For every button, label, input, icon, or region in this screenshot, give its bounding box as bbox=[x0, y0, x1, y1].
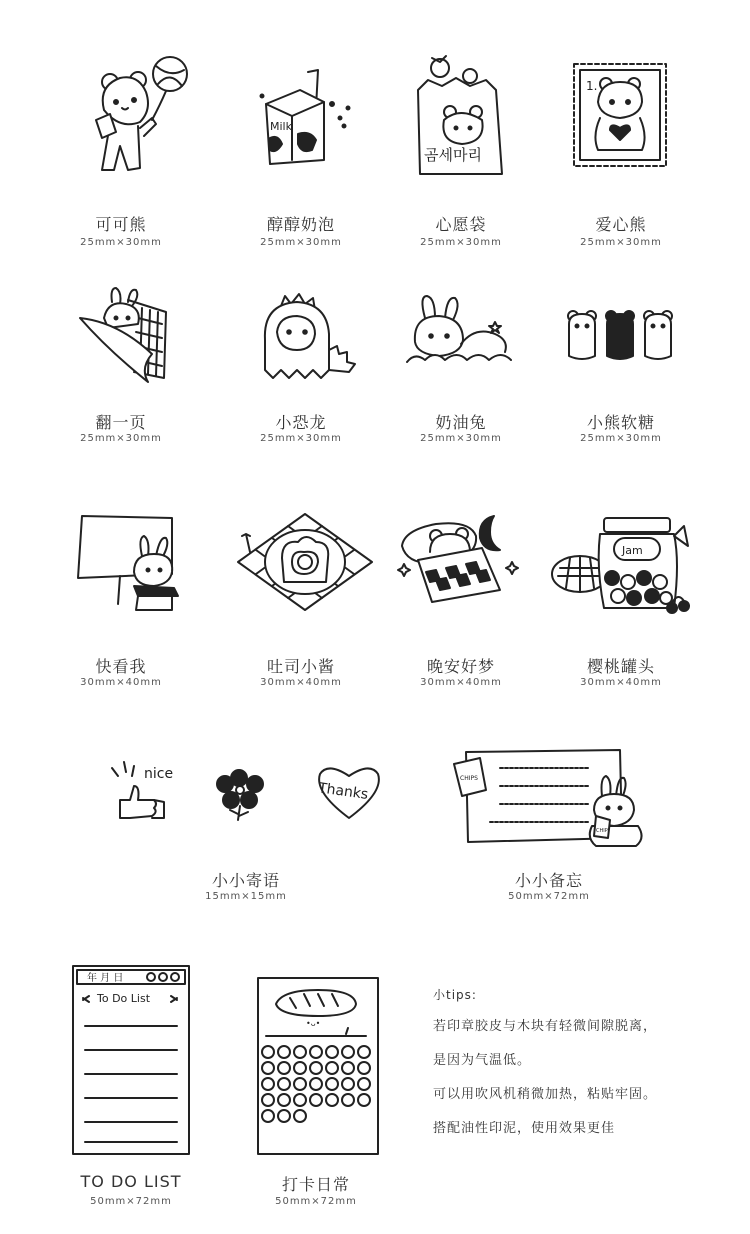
milk-carton-illustration bbox=[252, 68, 362, 168]
item-size: 30mm×40mm bbox=[80, 677, 162, 688]
toast-plate-illustration bbox=[236, 512, 374, 612]
item-name: 打卡日常 bbox=[281, 1175, 350, 1194]
item-size: 15mm×15mm bbox=[205, 891, 287, 902]
tips-title: 小tips: bbox=[433, 988, 477, 1002]
memo-board-illustration bbox=[450, 746, 646, 850]
item-size: 25mm×30mm bbox=[420, 433, 502, 444]
tips-line: 可以用吹风机稍微加热，粘贴牢固。 bbox=[433, 1087, 658, 1102]
svg-text:Thanks: Thanks bbox=[317, 780, 370, 804]
tips-line: 搭配油性印泥，使用效果更佳 bbox=[433, 1121, 616, 1136]
svg-text:Milk: Milk bbox=[270, 120, 292, 133]
item-size: 25mm×30mm bbox=[580, 237, 662, 248]
item-size: 25mm×30mm bbox=[80, 237, 162, 248]
item-size: 25mm×30mm bbox=[580, 433, 662, 444]
calendar-stamp-illustration bbox=[256, 976, 380, 1156]
gummy-bears-illustration bbox=[565, 310, 675, 362]
item-name: 小熊软糖 bbox=[586, 413, 655, 432]
item-size: 50mm×72mm bbox=[508, 891, 590, 902]
item-size: 25mm×30mm bbox=[260, 433, 342, 444]
svg-text:Jam: Jam bbox=[622, 544, 643, 557]
item-name: 小小寄语 bbox=[211, 871, 280, 890]
svg-text:CHIPS: CHIPS bbox=[460, 775, 478, 782]
bear-balloon-illustration bbox=[90, 50, 190, 180]
svg-text:곰세마리: 곰세마리 bbox=[424, 146, 482, 164]
svg-text:年 月 日: 年 月 日 bbox=[87, 973, 124, 984]
item-name: 快看我 bbox=[95, 657, 147, 676]
item-size: 30mm×40mm bbox=[420, 677, 502, 688]
item-size: 25mm×30mm bbox=[420, 237, 502, 248]
item-name: 小小备忘 bbox=[514, 871, 583, 890]
wish-bag-illustration bbox=[410, 50, 510, 178]
item-name: TO DO LIST bbox=[80, 1172, 182, 1191]
goodnight-bear-illustration bbox=[396, 512, 524, 608]
item-name: 醇醇奶泡 bbox=[266, 215, 335, 234]
item-name: 可可熊 bbox=[95, 215, 147, 234]
item-size: 30mm×40mm bbox=[580, 677, 662, 688]
item-size: 25mm×30mm bbox=[260, 237, 342, 248]
item-name: 小恐龙 bbox=[275, 413, 327, 432]
heart-bear-stamp-illustration bbox=[570, 60, 670, 170]
item-size: 50mm×72mm bbox=[275, 1196, 357, 1207]
svg-text:CHIP: CHIP bbox=[596, 828, 608, 834]
little-messages-illustration bbox=[106, 756, 386, 826]
cream-bunny-illustration bbox=[405, 292, 517, 372]
item-name: 翻一页 bbox=[95, 413, 147, 432]
svg-text:nice: nice bbox=[144, 766, 174, 782]
item-name: 吐司小酱 bbox=[266, 657, 335, 676]
tips-line: 是因为气温低。 bbox=[433, 1053, 532, 1068]
dino-costume-illustration bbox=[255, 290, 360, 385]
svg-text:1.: 1. bbox=[586, 79, 598, 93]
cherry-jar-illustration bbox=[552, 512, 694, 618]
todo-list-stamp-illustration bbox=[71, 964, 191, 1156]
item-name: 爱心熊 bbox=[595, 215, 647, 234]
svg-text:•ᴗ•: •ᴗ• bbox=[306, 1019, 321, 1028]
item-name: 奶油兔 bbox=[435, 413, 487, 432]
tips-block bbox=[433, 986, 733, 1151]
tips-line: 若印章胶皮与木块有轻微间隙脱离， bbox=[433, 1019, 658, 1034]
item-name: 晚安好梦 bbox=[426, 657, 495, 676]
page-turn-bunny-illustration bbox=[78, 288, 170, 384]
sign-bunny-illustration bbox=[76, 512, 188, 612]
svg-text:To Do List: To Do List bbox=[97, 992, 151, 1005]
item-size: 30mm×40mm bbox=[260, 677, 342, 688]
item-name: 樱桃罐头 bbox=[586, 657, 655, 676]
item-size: 50mm×72mm bbox=[90, 1196, 172, 1207]
item-name: 心愿袋 bbox=[435, 215, 487, 234]
item-size: 25mm×30mm bbox=[80, 433, 162, 444]
